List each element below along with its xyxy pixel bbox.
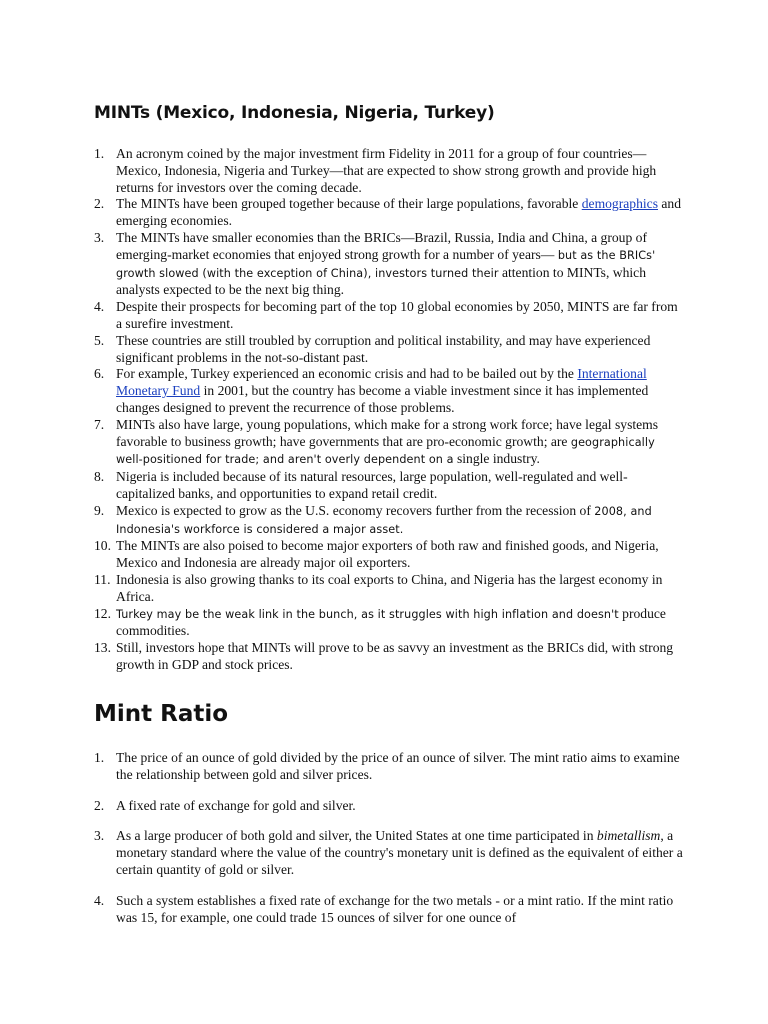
item-text: Nigeria is included because of its natural resources, large population, well-regulated and well-capitalized banks, and opportunities to expand retail credit. [116, 469, 628, 501]
list-item [94, 606, 684, 641]
item-number: 2. [94, 196, 105, 212]
list-item [94, 538, 684, 572]
item-number: 13. [94, 640, 111, 656]
list-item [94, 146, 684, 196]
item-text: The MINTs have been grouped together because of their large populations, favorable [116, 196, 582, 212]
item-text: Mexico is expected to grow as the U.S. economy recovers further from the recession of [116, 502, 595, 518]
list-item [94, 572, 684, 606]
item-text: These countries are still troubled by corruption and political instability, and may have experienced significant problems in the not-so-distant past. [116, 332, 651, 365]
mint-ratio-list [94, 750, 684, 940]
item-text: The MINTs are also poised to become major exporters of both raw and finished goods, and Nigeria, Mexico and Indonesia are already major oil exporters. [116, 538, 659, 571]
list-item [94, 333, 684, 367]
item-text: and emerging economies. [116, 196, 682, 229]
list-item [94, 230, 684, 299]
item-text: The price of an ounce of gold divided by the price of an ounce of silver. The mint ratio aims to examine the relationship between gold and silver prices. [116, 750, 680, 782]
item-number: 8. [94, 469, 105, 485]
item-number: 5. [94, 332, 105, 348]
list-item [94, 469, 684, 503]
item-text: single industry. [453, 451, 540, 467]
item-number: 3. [94, 828, 105, 844]
item-number: 7. [94, 416, 105, 432]
item-number: 12. [94, 605, 111, 621]
item-text-italic: bimetallism [596, 828, 661, 844]
item-number: 4. [94, 892, 105, 908]
list-item [94, 640, 684, 674]
item-text-alt-font: but as the BRICs' growth slowed (with the exception of China), investors turned their [116, 248, 656, 280]
item-text: A fixed rate of exchange for gold and silver. [116, 797, 356, 813]
section-heading-mints: MINTs (Mexico, Indonesia, Nigeria, Turkey) [94, 103, 495, 123]
item-number: 9. [94, 502, 105, 518]
item-text: For example, Turkey experienced an economic crisis and had to be bailed out by the [116, 366, 578, 382]
imf-link[interactable]: International Monetary Fund [116, 366, 647, 399]
item-text: MINTs also have large, young populations, which make for a strong work force; have legal systems favorable to business growth; have governments that are pro-economic growth; are [116, 416, 659, 449]
item-number: 4. [94, 299, 105, 315]
item-text: in 2001, but the country has become a viable investment since it has implemented changes designed to prevent the recurrence of those problems. [116, 383, 649, 415]
item-number: 11. [94, 571, 111, 587]
item-text: , a monetary standard where the value of the country's monetary unit is defined as the equivalent of either a certain quantity of gold or silver. [116, 828, 683, 877]
list-item [94, 366, 684, 416]
item-text: Still, investors hope that MINTs will prove to be as savvy an investment as the BRICs did, with strong growth in GDP and stock prices. [116, 640, 674, 672]
item-text: An acronym coined by the major investment firm Fidelity in 2011 for a group of four countries—Mexico, Indonesia, Nigeria and Turkey—that are expected to show strong growth and provide high returns for investors over the coming decade. [116, 146, 657, 195]
list-item [94, 503, 684, 539]
item-text: attention to MINTs, which analysts expected to be the next big thing. [116, 264, 646, 298]
list-item [94, 893, 684, 927]
item-text: As a large producer of both gold and silver, the United States at one time participated in [116, 828, 597, 844]
item-text: produce commodities. [116, 605, 666, 639]
list-item [94, 798, 684, 815]
item-text: The MINTs have smaller economies than the BRICs—Brazil, Russia, India and China, a group of emerging-market economies that enjoyed strong growth for a number of years— [116, 229, 647, 262]
item-text: Such a system establishes a fixed rate of exchange for the two metals - or a mint ratio. If the mint ratio was 15, for example, one could trade 15 ounces of silver for one ounce of [116, 892, 674, 925]
item-number: 10. [94, 538, 111, 554]
list-item [94, 828, 684, 878]
list-item [94, 750, 684, 784]
section-heading-mint-ratio: Mint Ratio [94, 701, 229, 727]
item-text: Indonesia is also growing thanks to its coal exports to China, and Nigeria has the largest economy in Africa. [116, 571, 663, 604]
mints-list [94, 146, 684, 674]
demographics-link[interactable]: demographics [581, 196, 658, 212]
item-number: 6. [94, 366, 105, 382]
item-text-alt-font: Turkey may be the weak link in the bunch, as it struggles with high inflation and doesn't [116, 607, 619, 621]
list-item [94, 417, 684, 469]
item-number: 3. [94, 229, 105, 245]
item-text-alt-font: geographically well-positioned for trade; and aren't overly dependent on a [116, 435, 655, 467]
item-number: 1. [94, 750, 105, 765]
list-item [94, 299, 684, 333]
list-item [94, 196, 684, 230]
item-text-alt-font: 2008, and Indonesia's workforce is considered a major asset. [116, 504, 652, 536]
item-number: 1. [94, 146, 105, 161]
item-number: 2. [94, 797, 105, 813]
item-text: Despite their prospects for becoming part of the top 10 global economies by 2050, MINTS are far from a surefire investment. [116, 299, 678, 331]
